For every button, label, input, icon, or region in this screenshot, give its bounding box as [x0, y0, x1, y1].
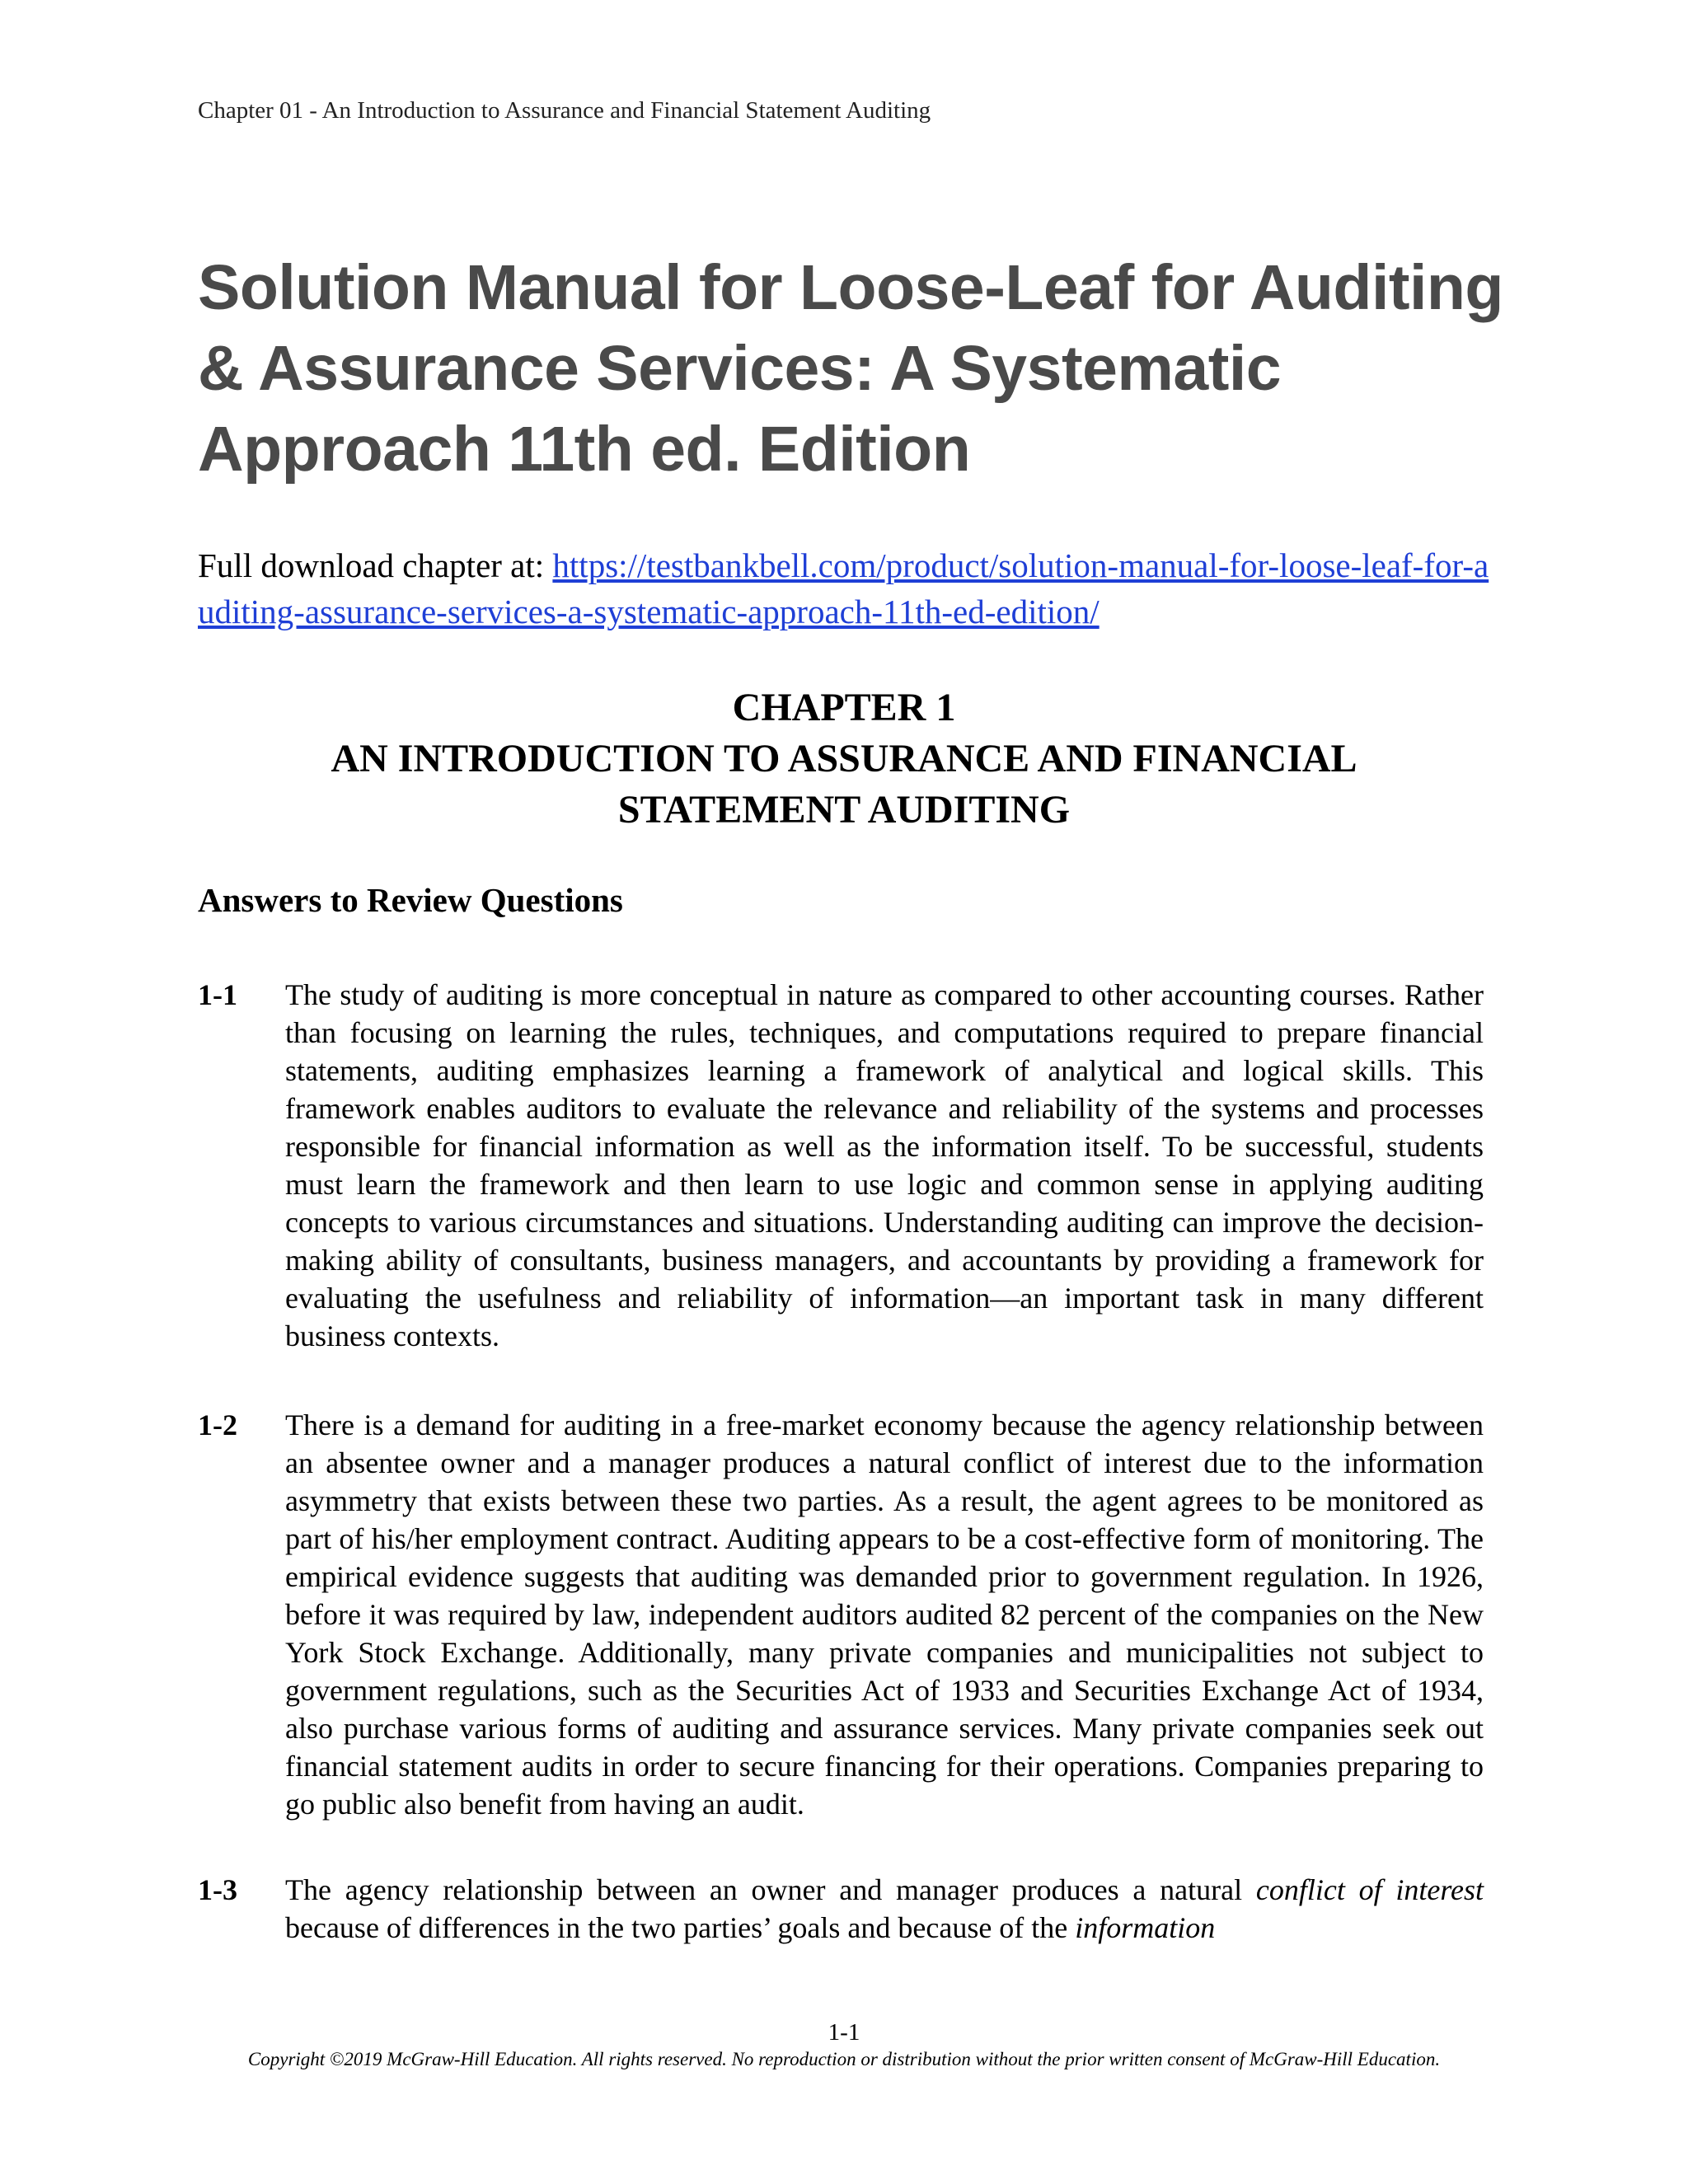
download-link[interactable]: https://testbankbell.com/product/solution-manual-for-loose-leaf-for-auditing-assurance-services-a-systematic-approach-11th-ed-edition/	[198, 546, 1489, 630]
answer-text-part: The agency relationship between an owner and manager produces a natural	[285, 1873, 1256, 1906]
copyright-notice: Copyright ©2019 McGraw-Hill Education. All rights reserved. No reproduction or distribution without the prior written consent of McGraw-Hill Education.	[247, 2049, 1441, 2069]
answer-number: 1-1	[198, 978, 237, 1011]
download-prefix: Full download chapter at:	[198, 546, 553, 584]
chapter-heading	[198, 682, 1490, 836]
answer-italic-term: information	[1075, 1911, 1216, 1944]
page-number: 1-1	[828, 2019, 860, 2046]
page-footer	[198, 2018, 1490, 2072]
answer-number: 1-2	[198, 1408, 237, 1441]
document-title: Solution Manual for Loose-Leaf for Auditing & Assurance Services: A Systematic Approach 11th ed. Edition	[198, 252, 1503, 485]
answer-item	[198, 976, 1484, 1355]
answer-item	[198, 1871, 1484, 1947]
chapter-title-line-2: STATEMENT AUDITING	[617, 788, 1071, 832]
running-header: Chapter 01 - An Introduction to Assurance and Financial Statement Auditing	[198, 97, 931, 124]
answer-text: The study of auditing is more conceptual in nature as compared to other accounting courses. Rather than focusing on learning the rules, techniques, and computations required to prepare financial statements, auditing emphasizes learning a framework of analytical and logical skills. This framework enables auditors to evaluate the relevance and reliability of the systems and processes responsible for financial information as well as the information itself. To be successful, students must learn the framework and then learn to use logic and common sense in applying auditing concepts to various circumstances and situations. Understanding auditing can improve the decision-making ability of consultants, business managers, and accountants by providing a framework for evaluating the usefulness and reliability of information—an important task in many different business contexts.	[285, 978, 1484, 1352]
section-heading: Answers to Review Questions	[198, 881, 623, 919]
chapter-number: CHAPTER 1	[732, 686, 956, 729]
chapter-title-line-1: AN INTRODUCTION TO ASSURANCE AND FINANCIAL	[331, 737, 1357, 780]
download-line	[198, 542, 1500, 635]
answer-italic-term: conflict of interest	[1255, 1873, 1484, 1906]
answer-number: 1-3	[198, 1873, 237, 1906]
answer-item	[198, 1406, 1484, 1823]
answer-text: There is a demand for auditing in a free-market economy because the agency relationship between an absentee owner and a manager produces a natural conflict of interest due to the information asymmetry that exists between these two parties. As a result, the agent agrees to be monitored as part of his/her employment contract. Auditing appears to be a cost-effective form of monitoring. The empirical evidence suggests that auditing was demanded prior to government regulation. In 1926, before it was required by law, independent auditors audited 82 percent of the companies on the New York Stock Exchange. Additionally, many private companies and municipalities not subject to government regulations, such as the Securities Act of 1933 and Securities Exchange Act of 1934, also purchase various forms of auditing and assurance services. Many private companies seek out financial statement audits in order to secure financing for their operations. Companies preparing to go public also benefit from having an audit.	[285, 1408, 1484, 1821]
answer-text	[285, 1871, 1484, 1947]
answer-text-part: because of differences in the two parties’ goals and because of the	[285, 1911, 1076, 1944]
